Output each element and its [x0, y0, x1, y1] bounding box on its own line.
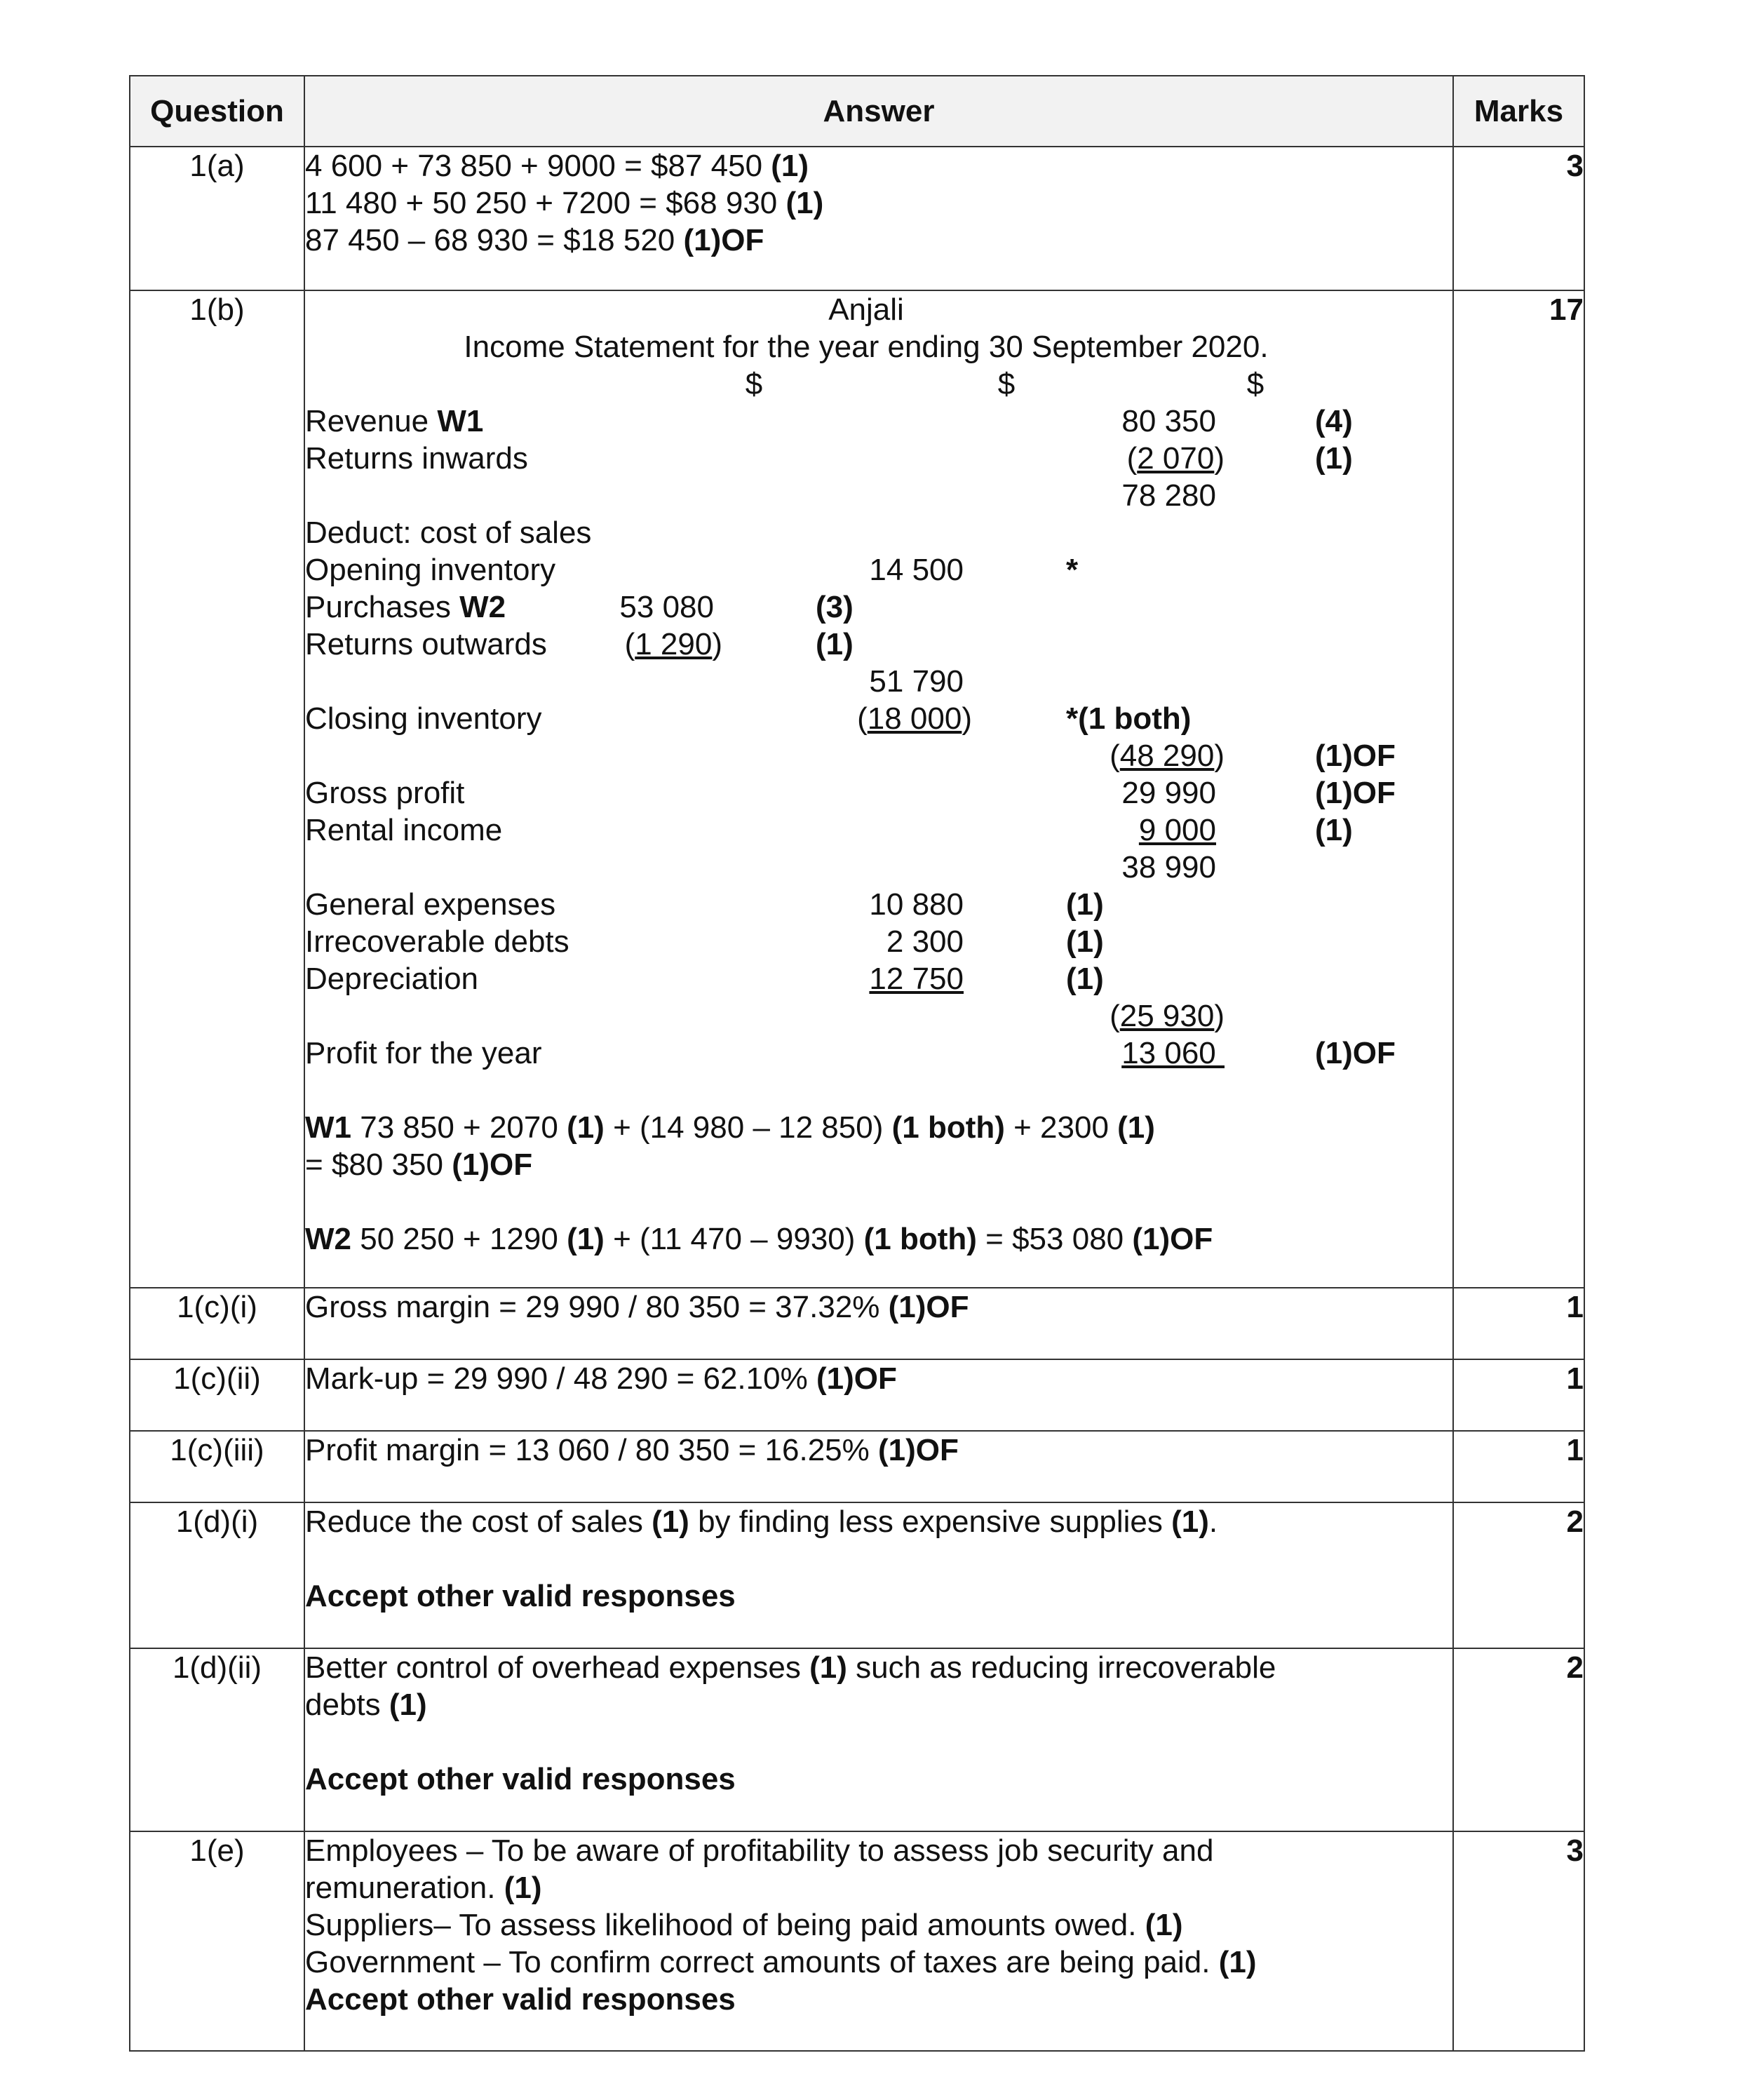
mark-allocation: *	[1066, 553, 1079, 587]
marks-value: 1	[1453, 1359, 1584, 1431]
working-text: = $80 350	[305, 1147, 452, 1182]
row-1b	[130, 290, 1584, 1288]
row-1e	[130, 1831, 1584, 2051]
answer-cell	[304, 1288, 1453, 1359]
answer-line	[305, 147, 1452, 184]
row-1a	[130, 147, 1584, 290]
mark-allocation: (1)OF	[1132, 1222, 1213, 1256]
header-marks: Marks	[1453, 76, 1584, 147]
answer-text: remuneration.	[305, 1871, 504, 1905]
mark-allocation: (1)	[1066, 887, 1104, 922]
currency-heading: $	[745, 367, 763, 401]
answer-cell	[304, 290, 1453, 1288]
amount: 13 060	[1121, 1036, 1225, 1070]
answer-text: Suppliers– To assess likelihood of being paid amounts owed.	[305, 1908, 1145, 1942]
amount: 78 280	[1121, 478, 1216, 513]
mark-allocation: (1)	[809, 1650, 847, 1685]
mark-allocation: (1 both)	[891, 1110, 1005, 1145]
paren: )	[1214, 739, 1225, 773]
working-ref: W2	[305, 1222, 351, 1256]
statement-label: General expenses	[305, 887, 556, 922]
marks-value: 3	[1453, 147, 1584, 290]
amount	[1110, 997, 1225, 1035]
label-text: Revenue	[305, 404, 438, 438]
working-text: + 2300	[1004, 1110, 1118, 1145]
working-w2	[305, 1220, 1213, 1258]
paren: (	[624, 627, 635, 661]
mark-allocation: (1)OF	[452, 1147, 533, 1182]
answer-text: Gross margin = 29 990 / 80 350 = 37.32%	[305, 1290, 889, 1324]
answer-cell	[304, 147, 1453, 290]
marks-value: 3	[1453, 1831, 1584, 2051]
working-w1	[305, 1109, 1155, 1146]
answer-line	[305, 1360, 1452, 1397]
header-row	[130, 76, 1584, 147]
amount-value: 25 930	[1119, 999, 1215, 1033]
mark-allocation: (1)	[771, 149, 809, 183]
answer-cell	[304, 1648, 1453, 1831]
amount: 80 350	[1121, 404, 1216, 438]
currency-heading: $	[1246, 367, 1264, 401]
answer-text: by finding less expensive supplies	[689, 1505, 1172, 1539]
accept-note: Accept other valid responses	[305, 1579, 736, 1613]
statement-label: Profit for the year	[305, 1036, 542, 1070]
answer-text: .	[1208, 1505, 1218, 1539]
working-text: = $53 080	[976, 1222, 1133, 1256]
marks-value: 1	[1453, 1431, 1584, 1502]
statement-label: Gross profit	[305, 776, 465, 810]
answer-line	[305, 1686, 1452, 1723]
amount: 29 990	[1121, 776, 1216, 810]
amount: 10 880	[869, 887, 964, 922]
mark-allocation: (1 both)	[863, 1222, 977, 1256]
statement-label	[305, 588, 506, 626]
answer-line	[305, 1906, 1452, 1944]
working-text: + (11 470 – 9930)	[604, 1222, 864, 1256]
amount	[1127, 440, 1225, 477]
accept-note: Accept other valid responses	[305, 1762, 736, 1796]
statement-label: Returns inwards	[305, 441, 528, 476]
mark-allocation: (1)	[1315, 441, 1353, 476]
question-id: 1(c)(iii)	[130, 1431, 304, 1502]
paren: )	[962, 701, 972, 736]
currency-heading: $	[997, 367, 1016, 401]
label-text: Purchases	[305, 590, 460, 624]
mark-allocation: (1)	[567, 1110, 605, 1145]
mark-allocation: (1)OF	[683, 223, 764, 257]
question-id: 1(c)(ii)	[130, 1359, 304, 1431]
mark-allocation: (1)	[1066, 924, 1104, 959]
paren: )	[712, 627, 722, 661]
mark-allocation: (1)	[1117, 1110, 1155, 1145]
statement-label: Rental income	[305, 813, 503, 847]
mark-allocation: (1)	[567, 1222, 605, 1256]
mark-allocation: (1)	[1145, 1908, 1183, 1942]
statement-label: Returns outwards	[305, 627, 547, 661]
working-ref: W1	[305, 1110, 351, 1145]
statement-label: Closing inventory	[305, 701, 542, 736]
mark-allocation: (1)OF	[1315, 1036, 1396, 1070]
statement-label: Irrecoverable debts	[305, 924, 569, 959]
mark-allocation: (1)	[1171, 1505, 1209, 1539]
row-1di	[130, 1502, 1584, 1648]
statement-label: Depreciation	[305, 962, 479, 996]
paren: (	[857, 701, 868, 736]
answer-text: 87 450 – 68 930 = $18 520	[305, 223, 684, 257]
amount: 53 080	[619, 590, 714, 624]
answer-line	[305, 1944, 1452, 1981]
marks-value: 2	[1453, 1502, 1584, 1648]
amount-value: 48 290	[1119, 739, 1215, 773]
amount: 38 990	[1121, 850, 1216, 884]
question-id: 1(c)(i)	[130, 1288, 304, 1359]
answer-text: Better control of overhead expenses	[305, 1650, 810, 1685]
question-id: 1(b)	[130, 290, 304, 1288]
working-text: 50 250 + 1290	[351, 1222, 567, 1256]
statement-title: Income Statement for the year ending 30 September 2020.	[464, 330, 1269, 364]
answer-line	[305, 184, 1452, 222]
answer-text: Profit margin = 13 060 / 80 350 = 16.25%	[305, 1433, 878, 1467]
amount: 14 500	[869, 553, 964, 587]
paren: (	[1110, 999, 1120, 1033]
answer-line	[305, 1869, 1452, 1906]
paren: )	[1214, 999, 1225, 1033]
mark-allocation: *(1 both)	[1066, 701, 1192, 736]
header-answer: Answer	[304, 76, 1453, 147]
mark-allocation: (1)OF	[1315, 739, 1396, 773]
mark-scheme-table	[129, 75, 1585, 2052]
working-text: + (14 980 – 12 850)	[604, 1110, 892, 1145]
amount: 12 750	[869, 962, 964, 996]
accept-note: Accept other valid responses	[305, 1982, 736, 2017]
amount: 2 300	[886, 924, 964, 959]
paren: )	[1214, 441, 1225, 476]
amount-value: 1 290	[635, 627, 713, 661]
mark-allocation: (1)	[785, 186, 824, 220]
answer-line	[305, 222, 1452, 259]
working-ref: W1	[437, 404, 484, 438]
amount	[1110, 737, 1225, 774]
answer-line	[305, 1432, 1452, 1469]
answer-text: 11 480 + 50 250 + 7200 = $68 930	[305, 186, 786, 220]
working-ref: W2	[459, 590, 506, 624]
amount: 9 000	[1138, 813, 1216, 847]
amount-value: 18 000	[867, 701, 962, 736]
mark-allocation: (1)	[1218, 1945, 1257, 1979]
mark-allocation: (1)	[1066, 962, 1104, 996]
mark-allocation: (1)OF	[1315, 776, 1396, 810]
marks-value: 17	[1453, 290, 1584, 1288]
answer-cell	[304, 1431, 1453, 1502]
answer-text: such as reducing irrecoverable	[847, 1650, 1276, 1685]
question-id: 1(d)(i)	[130, 1502, 304, 1648]
marks-value: 1	[1453, 1288, 1584, 1359]
mark-allocation: (1)OF	[816, 1361, 897, 1396]
answer-line	[305, 1649, 1452, 1686]
mark-allocation: (1)OF	[888, 1290, 969, 1324]
paren: (	[1110, 739, 1120, 773]
mark-allocation: (1)OF	[878, 1433, 959, 1467]
amount	[625, 626, 722, 663]
working-text: 73 850 + 2070	[351, 1110, 567, 1145]
question-id: 1(e)	[130, 1831, 304, 2051]
mark-allocation: (1)	[504, 1871, 542, 1905]
business-name: Anjali	[828, 292, 904, 327]
statement-label: Deduct: cost of sales	[305, 516, 592, 550]
answer-text: 4 600 + 73 850 + 9000 = $87 450	[305, 149, 771, 183]
answer-text: debts	[305, 1688, 389, 1722]
answer-text: Reduce the cost of sales	[305, 1505, 652, 1539]
row-1ciii	[130, 1431, 1584, 1502]
mark-allocation: (1)	[389, 1688, 427, 1722]
answer-cell	[304, 1831, 1453, 2051]
amount: 51 790	[869, 664, 964, 699]
answer-line: Employees – To be aware of profitability to assess job security and	[305, 1833, 1214, 1868]
row-1ci	[130, 1288, 1584, 1359]
paren: (	[1126, 441, 1138, 476]
spacer	[305, 1723, 1452, 1761]
mark-allocation: (1)	[1315, 813, 1353, 847]
row-1dii	[130, 1648, 1584, 1831]
working-w1-result	[305, 1146, 532, 1183]
marks-value: 2	[1453, 1648, 1584, 1831]
question-id: 1(a)	[130, 147, 304, 290]
answer-line	[305, 1288, 1452, 1326]
row-1cii	[130, 1359, 1584, 1431]
answer-cell	[304, 1502, 1453, 1648]
mark-allocation: (1)	[816, 627, 854, 661]
header-question: Question	[130, 76, 304, 147]
statement-label: Opening inventory	[305, 553, 556, 587]
answer-text: Mark-up = 29 990 / 48 290 = 62.10%	[305, 1361, 816, 1396]
statement-label	[305, 403, 483, 440]
question-id: 1(d)(ii)	[130, 1648, 304, 1831]
answer-text: Government – To confirm correct amounts of taxes are being paid.	[305, 1945, 1219, 1979]
mark-allocation: (4)	[1315, 404, 1353, 438]
amount-value: 2 070	[1137, 441, 1215, 476]
answer-cell	[304, 1359, 1453, 1431]
spacer	[305, 1540, 1452, 1577]
mark-allocation: (1)	[652, 1505, 689, 1539]
amount	[857, 700, 972, 737]
answer-line	[305, 1503, 1452, 1540]
mark-allocation: (3)	[816, 590, 854, 624]
income-statement	[305, 291, 1452, 1256]
